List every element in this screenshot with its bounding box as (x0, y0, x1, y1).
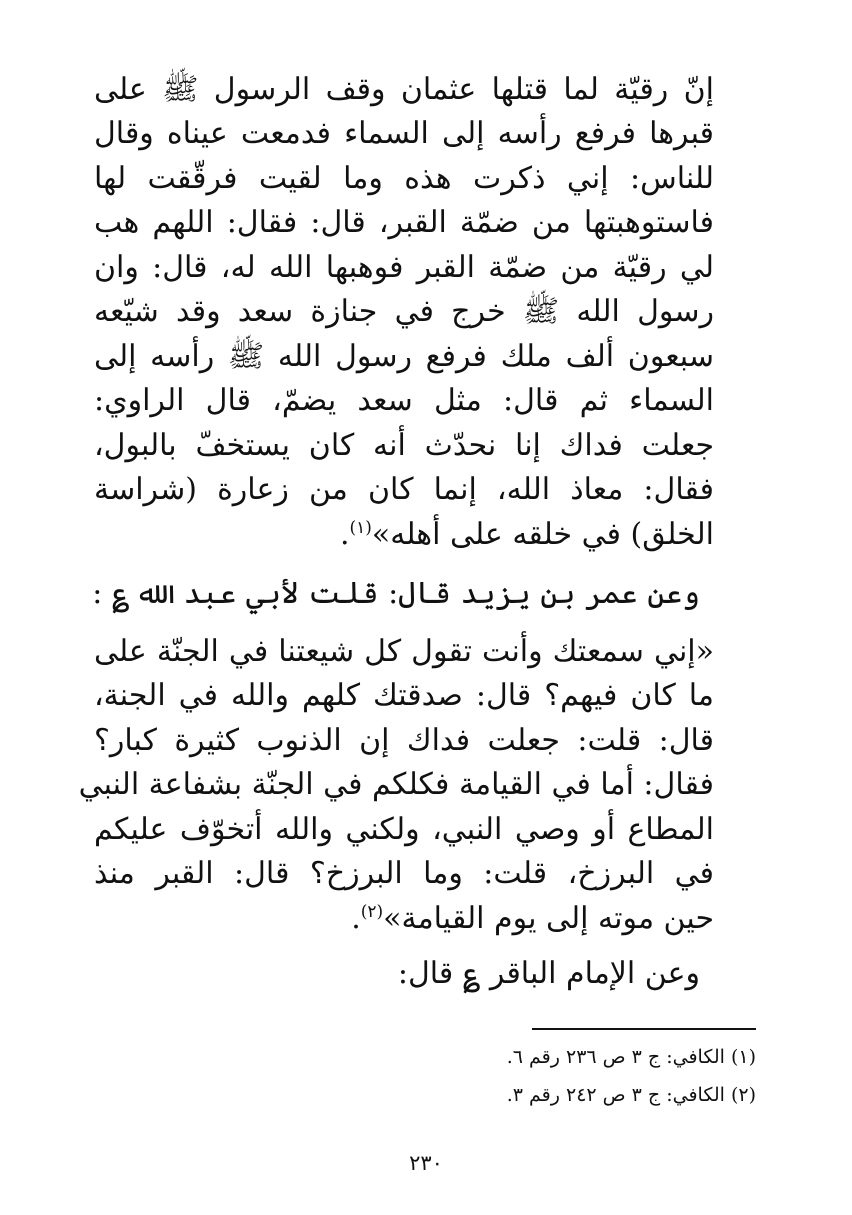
footnote-2: (٢) الكافي: ج ٣ ص ٢٤٢ رقم ٣. (506, 1084, 756, 1106)
footnote-ref-1[interactable]: (١) (349, 518, 372, 538)
intro-line: وعن عمر بن يزيد قال: قلت لأبي عبد الله ؏ : (92, 576, 700, 611)
text-line-last (351, 897, 714, 941)
text-line: السماء ثم قال: مثل سعد يضمّ، قال الراوي: (94, 383, 714, 418)
footnote-1: (١) الكافي: ج ٣ ص ٢٣٦ رقم ٦. (506, 1046, 756, 1068)
text-line: في البرزخ، قلت: وما البرزخ؟ قال: القبر منذ (94, 856, 714, 891)
page-number: ٢٣٠ (409, 1151, 443, 1175)
footnote-ref-2[interactable]: (٢) (360, 902, 384, 922)
text-line: سبعون ألف ملك فرفع رسول الله ﷺ رأسه إلى (94, 339, 714, 374)
text-line: للناس: إني ذكرت هذه وما لقيت فرقّقت لها (94, 161, 714, 196)
text-line: لي رقيّة من ضمّة القبر فوهبها الله له، قال: وان (94, 250, 714, 285)
intro-line: وعن الإمام الباقر ؏ قال: (397, 956, 700, 991)
text-line: فقال: أما في القيامة فكلكم في الجنّة بشفاعة النبي (78, 767, 714, 802)
line-text: الخلق) في خلقه على أهله» (371, 517, 714, 552)
text-line: جعلت فداك إنا نحدّث أنه كان يستخفّ بالبول، (94, 428, 714, 463)
text-line: رسول الله ﷺ خرج في جنازة سعد وقد شيّعه (94, 294, 714, 329)
text-line: قبرها فرفع رأسه إلى السماء فدمعت عيناه وقال (94, 116, 714, 151)
text-line: فاستوهبتها من ضمّة القبر، قال: فقال: اللهم هب (94, 205, 714, 240)
text-line: «إني سمعتك وأنت تقول كل شيعتنا في الجنّة على (94, 634, 714, 669)
period: . (351, 901, 361, 936)
text-line: إنّ رقيّة لما قتلها عثمان وقف الرسول ﷺ على (94, 72, 714, 107)
text-line: ما كان فيهم؟ قال: صدقتك كلهم والله في الجنة، (94, 678, 714, 713)
text-line: قال: قلت: جعلت فداك إن الذنوب كثيرة كبار؟ (94, 723, 714, 758)
text-line: فقال: معاذ الله، إنما كان من زعارة (شراسة (94, 472, 714, 507)
footnote-separator (532, 1028, 756, 1030)
period: . (339, 517, 350, 552)
text-line-last (340, 513, 714, 557)
line-text: حين موته إلى يوم القيامة» (383, 901, 714, 936)
text-line: المطاع أو وصي النبي، ولكني والله أتخوّف عليكم (94, 812, 714, 847)
